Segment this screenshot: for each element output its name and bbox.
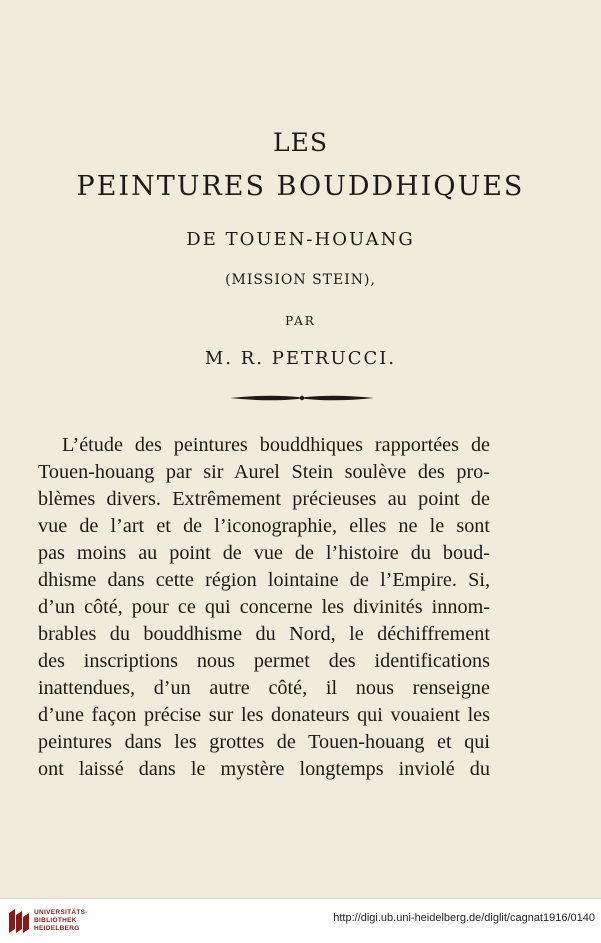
title-peintures-bouddhiques: PEINTURES BOUDDHIQUES <box>76 171 525 202</box>
text-line: pas moins au point de vue de l’histoire du boud- <box>38 542 490 564</box>
text-line: brables du bouddhisme du Nord, le déchiffrement <box>38 623 490 645</box>
library-name-line: HEIDELBERG <box>34 925 80 932</box>
library-name-line: UNIVERSITÄTS- <box>34 909 88 916</box>
footer-bar <box>0 898 601 943</box>
text-line: Touen-houang par sir Aurel Stein soulève des pro- <box>38 461 490 483</box>
body-paragraph <box>38 432 490 783</box>
ornament-rule-icon <box>228 390 376 406</box>
text-line: L’étude des peintures bouddhiques rapportées de <box>62 434 490 456</box>
source-url-link[interactable]: http://digi.ub.uni-heidelberg.de/diglit/cagnat1916/0140 <box>333 912 595 924</box>
subtitle-mission-stein: (MISSION STEIN), <box>225 272 376 288</box>
library-name-line: BIBLIOTHEK <box>34 917 77 924</box>
text-line: d’un côté, pour ce qui concerne les divinités innom- <box>38 596 490 618</box>
text-line: des inscriptions nous permet des identifications <box>38 650 490 672</box>
text-line: blèmes divers. Extrêmement précieuses au point de <box>38 488 490 510</box>
library-name <box>34 909 88 933</box>
heidelberg-logo-icon <box>6 907 32 935</box>
text-line: peintures dans les grottes de Touen-houang et qui <box>38 731 490 753</box>
text-line: dhisme dans cette région lointaine de l’Empire. Si, <box>38 569 490 591</box>
text-line: d’une façon précise sur les donateurs qui vouaient les <box>38 704 490 726</box>
byline-par: PAR <box>285 314 316 328</box>
text-line: vue de l’art et de l’iconographie, elles ne le sont <box>38 515 490 537</box>
author-name: M. R. PETRUCCI. <box>204 348 397 369</box>
title-de-touen-houang: DE TOUEN-HOUANG <box>186 229 415 250</box>
text-line: ont laissé dans le mystère longtemps inviolé du <box>38 758 490 780</box>
text-line: inattendues, d’un autre côté, il nous renseigne <box>38 677 490 699</box>
title-les: LES <box>273 128 328 157</box>
